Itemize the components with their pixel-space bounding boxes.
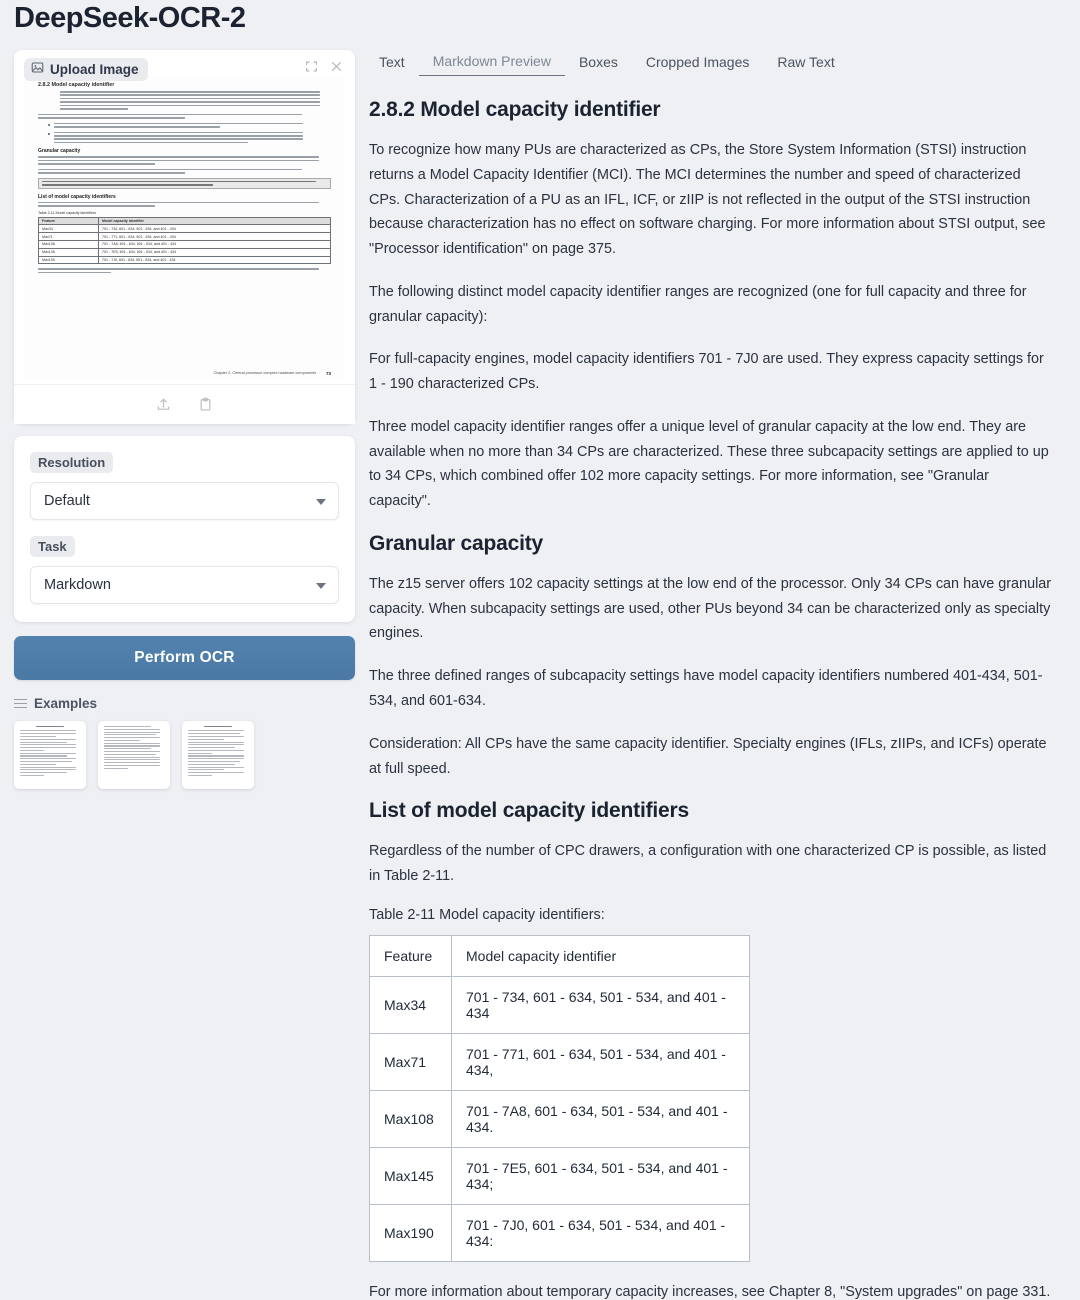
upload-image-card[interactable] xyxy=(14,50,355,424)
table-row xyxy=(370,1033,750,1090)
cell-feature: Max190 xyxy=(370,1204,452,1261)
preview-table-caption: Table 2-11 Model capacity identifiers xyxy=(38,210,96,215)
upload-card-header-actions xyxy=(300,55,347,77)
preview-paragraph xyxy=(38,202,331,207)
preview-paragraph xyxy=(38,268,331,273)
preview-doc-heading: 2.8.2 Model capacity identifier xyxy=(38,82,115,88)
markdown-content xyxy=(369,98,1066,1300)
resolution-select[interactable] xyxy=(30,482,339,520)
example-thumbnail-3[interactable] xyxy=(182,721,254,789)
example-thumbnail-2[interactable] xyxy=(98,721,170,789)
preview-paragraph xyxy=(38,169,331,174)
table-caption: Table 2-11 Model capacity identifiers: xyxy=(369,906,605,923)
close-icon[interactable] xyxy=(325,55,347,77)
paragraph: For full-capacity engines, model capacity identifiers 701 - 7J0 are used. They express capacity settings for 1 - 190 characterized CPs. xyxy=(369,351,1044,393)
cell-identifier: 701 - 7A8, 601 - 634, 501 - 534, and 401 - 434. xyxy=(452,1090,750,1147)
preview-toolbar xyxy=(14,384,355,424)
examples-thumbnails xyxy=(14,721,355,789)
upload-icon[interactable] xyxy=(153,394,175,416)
table-header-feature: Feature xyxy=(370,935,452,976)
preview-paragraph xyxy=(38,114,331,119)
paragraph: The following distinct model capacity identifier ranges are recognized (one for full capacity and three for granular capacity): xyxy=(369,283,1027,325)
table-row: Max71 701 - 771, 601 - 634, 501 - 534, and 401 - 434 xyxy=(39,233,331,241)
resolution-label: Resolution xyxy=(30,452,113,473)
resolution-value: Default xyxy=(44,493,90,509)
preview-footer-text: Chapter 2. Central processor complex hardware components xyxy=(213,371,317,375)
preview-footer-page: 73 xyxy=(326,371,331,376)
preview-subheading: List of model capacity identifiers xyxy=(38,193,116,200)
image-icon xyxy=(31,61,44,77)
table-header-row xyxy=(370,935,750,976)
table-row: Max108 701 - 7A8, 601 - 634, 501 - 534, and 401 - 434 xyxy=(39,240,331,248)
tab-boxes[interactable]: Boxes xyxy=(578,54,618,70)
options-card xyxy=(14,436,355,622)
preview-paragraph xyxy=(60,91,331,110)
table-row xyxy=(370,1090,750,1147)
cell-identifier: 701 - 7E5, 601 - 634, 501 - 534, and 401 - 434; xyxy=(452,1147,750,1204)
heading-list-of-model-capacity-identifiers: List of model capacity identifiers xyxy=(369,799,689,823)
left-panel xyxy=(14,50,355,789)
cell-feature: Max34 xyxy=(370,976,452,1033)
result-tabs xyxy=(369,46,1066,76)
table-row xyxy=(370,976,750,1033)
cell-feature: Max108 xyxy=(370,1090,452,1147)
cell-feature: Max145 xyxy=(370,1147,452,1204)
fullscreen-icon[interactable] xyxy=(300,55,322,77)
image-preview[interactable] xyxy=(24,76,345,382)
table-row: Max145 701 - 7E5, 601 - 634, 501 - 534, and 401 - 434 xyxy=(39,248,331,256)
table-row xyxy=(370,1204,750,1261)
table-row xyxy=(370,1147,750,1204)
list-icon xyxy=(14,699,27,709)
preview-bullet xyxy=(54,123,331,128)
paragraph: The three defined ranges of subcapacity settings have model capacity identifiers numbered 401-434, 501-534, and 601-634. xyxy=(369,668,1043,710)
table-row xyxy=(39,217,331,225)
task-select[interactable] xyxy=(30,566,339,604)
preview-table xyxy=(38,217,331,265)
cell-identifier: 701 - 771, 601 - 634, 501 - 534, and 401 - 434, xyxy=(452,1033,750,1090)
chevron-down-icon xyxy=(316,499,326,505)
examples-header xyxy=(14,696,355,711)
results-panel xyxy=(369,46,1066,1300)
tab-cropped-images[interactable]: Cropped Images xyxy=(645,54,750,70)
tab-markdown-preview[interactable]: Markdown Preview xyxy=(419,53,565,76)
clipboard-icon[interactable] xyxy=(195,394,217,416)
preview-subheading: Granular capacity xyxy=(38,148,81,155)
preview-consideration-note xyxy=(38,178,331,189)
tab-raw-text[interactable]: Raw Text xyxy=(777,54,835,70)
paragraph: To recognize how many PUs are characterized as CPs, the Store System Information (STSI) instruction returns a Model Capacity Identifier (MCI). The MCI determines the number and speed of characterized CPs. Characterization of a PU as an IFL, ICF, or zIIP is not reflected in the output of the STSI instruction because characterization has no effect on software charging. For more information about STSI output, see "Processor identification" on page 375. xyxy=(369,142,1046,258)
table-header-cell: Model capacity identifier xyxy=(99,217,331,225)
chevron-down-icon xyxy=(316,583,326,589)
paragraph: Three model capacity identifier ranges offer a unique level of granular capacity at the low end. They are available when no more than 34 CPs are characterized. These three subcapacity settings are applied to up to 34 CPs, which combined offer 102 more capacity settings. For more information, see "Granular capacity". xyxy=(369,418,1049,510)
tab-text[interactable]: Text xyxy=(379,54,405,70)
preview-page-footer xyxy=(38,371,331,376)
cell-identifier: 701 - 7J0, 601 - 634, 501 - 534, and 401 - 434: xyxy=(452,1204,750,1261)
heading-model-capacity-identifier: 2.8.2 Model capacity identifier xyxy=(369,98,661,121)
paragraph: The z15 server offers 102 capacity settings at the low end of the processor. Only 34 CPs can have granular capacity. When subcapacity settings are used, other PUs beyond 34 can be characterized only as specialty engines. xyxy=(369,575,1052,642)
perform-ocr-button[interactable]: Perform OCR xyxy=(14,636,355,680)
table-header-cell: Feature xyxy=(39,217,99,225)
examples-label: Examples xyxy=(34,696,98,711)
task-value: Markdown xyxy=(44,577,111,593)
preview-bullet xyxy=(54,132,331,144)
cell-identifier: 701 - 734, 601 - 634, 501 - 534, and 401 - 434 xyxy=(452,976,750,1033)
preview-paragraph xyxy=(38,156,331,164)
task-label: Task xyxy=(30,536,75,557)
preview-document-page xyxy=(24,76,345,382)
paragraph: Regardless of the number of CPC drawers, a configuration with one characterized CP is possible, as listed in Table 2-11. xyxy=(369,843,1047,885)
model-capacity-identifiers-table xyxy=(369,935,750,1262)
upload-image-button[interactable] xyxy=(24,58,148,81)
heading-granular-capacity: Granular capacity xyxy=(369,531,544,555)
paragraph: For more information about temporary capacity increases, see Chapter 8, "System upgrades" on page 331. xyxy=(369,1283,1051,1300)
cell-feature: Max71 xyxy=(370,1033,452,1090)
upload-image-label: Upload Image xyxy=(50,61,139,77)
table-row: Max190 701 - 7J0, 601 - 634, 501 - 534, and 401 - 434 xyxy=(39,256,331,264)
table-row: Max34 701 - 734, 601 - 634, 501 - 534, and 401 - 434 xyxy=(39,225,331,233)
example-thumbnail-1[interactable] xyxy=(14,721,86,789)
page-title: DeepSeek-OCR-2 xyxy=(14,2,246,34)
paragraph: Consideration: All CPs have the same capacity identifier. Specialty engines (IFLs, zIIPs, and ICFs) operate at full speed. xyxy=(369,735,1047,777)
table-header-identifier: Model capacity identifier xyxy=(452,935,750,976)
